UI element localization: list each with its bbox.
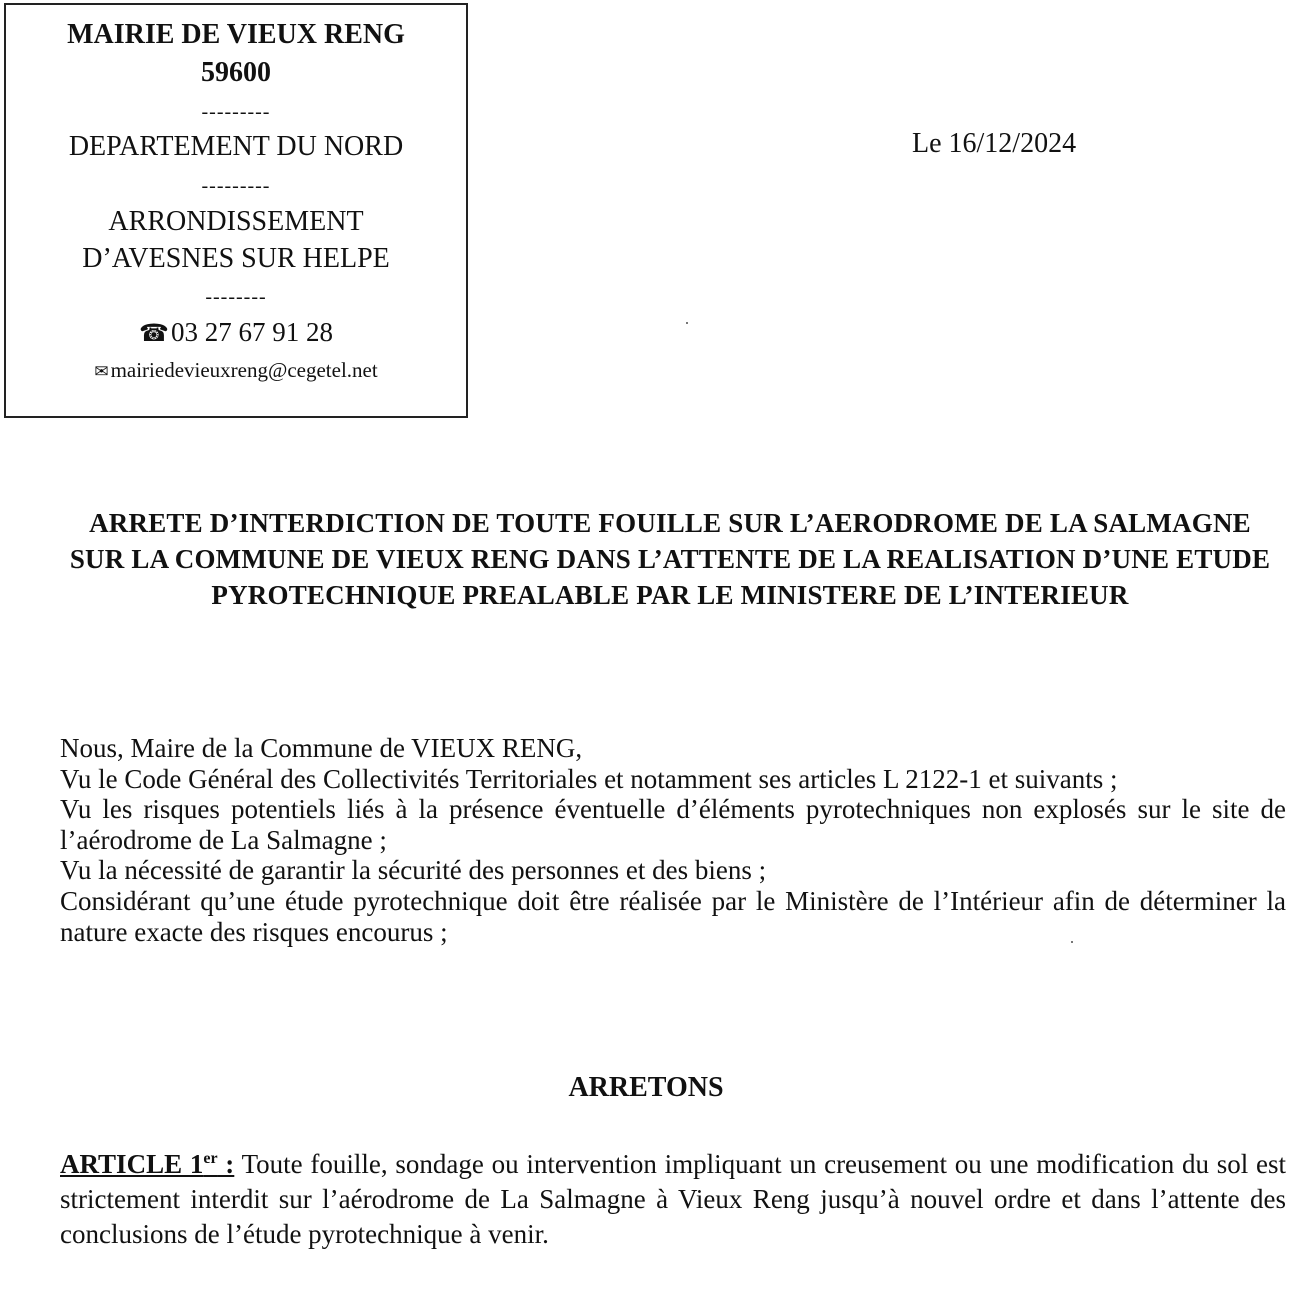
article-1-text: Toute fouille, sondage ou intervention impliquant un creusement ou une modification du sol est strictement interdit sur l’aérodrome de La Salmagne à Vieux Reng jusqu’à nouvel ordre et dans l’attente des conclusions de l’étude pyrotechnique à venir.	[60, 1149, 1286, 1249]
phone-line	[6, 317, 466, 348]
arrete-title: ARRETE D’INTERDICTION DE TOUTE FOUILLE SUR L’AERODROME DE LA SALMAGNE SUR LA COMMUNE DE VIEUX RENG DANS L’ATTENTE DE LA REALISATION D’UNE ETUDE PYROTECHNIQUE PREALABLE PAR LE MINISTERE DE L’INTERIEUR	[69, 508, 1271, 610]
email-line	[6, 358, 466, 383]
article-1-label	[60, 1149, 234, 1179]
document-date: Le 16/12/2024	[912, 128, 1077, 159]
preamble-line: Vu les risques potentiels liés à la présence éventuelle d’éléments pyrotechniques non explosés sur le site de l’aérodrome de La Salmagne ;	[60, 794, 1286, 855]
scan-speck	[686, 322, 688, 324]
mairie-header-box	[4, 3, 468, 418]
separator-1: ---------	[201, 101, 271, 123]
article-label-suffix: :	[217, 1149, 235, 1179]
preamble-line: Considérant qu’une étude pyrotechnique doit être réalisée par le Ministère de l’Intérieur afin de déterminer la nature exacte des risques encourus ;	[60, 885, 1286, 947]
decision-heading: ARRETONS	[568, 1072, 724, 1103]
departement: DEPARTEMENT DU NORD	[68, 131, 404, 162]
preamble-line: Vu la nécessité de garantir la sécurité des personnes et des biens ;	[60, 855, 767, 886]
separator-3: --------	[205, 286, 267, 308]
preamble-line: Nous, Maire de la Commune de VIEUX RENG,	[60, 733, 583, 763]
email-address: mairiedevieuxreng@cegetel.net	[110, 358, 378, 382]
article-1	[60, 1147, 1286, 1252]
arrondissement-line-2: D’AVESNES SUR HELPE	[82, 243, 390, 274]
preamble	[60, 733, 1286, 947]
mairie-name: MAIRIE DE VIEUX RENG	[67, 19, 405, 50]
article-label-text: ARTICLE 1	[60, 1149, 204, 1179]
article-label-sup: er	[203, 1150, 218, 1167]
email-icon: ✉	[94, 362, 109, 381]
telephone-icon: ☎	[139, 321, 169, 347]
preamble-line: Vu le Code Général des Collectivités Territoriales et notamment ses articles L 2122-1 et suivants ;	[60, 763, 1118, 794]
phone-number: 03 27 67 91 28	[170, 317, 333, 347]
arrondissement-line-1: ARRONDISSEMENT	[108, 206, 364, 237]
separator-2: ---------	[201, 175, 271, 197]
postal-code: 59600	[201, 57, 271, 88]
